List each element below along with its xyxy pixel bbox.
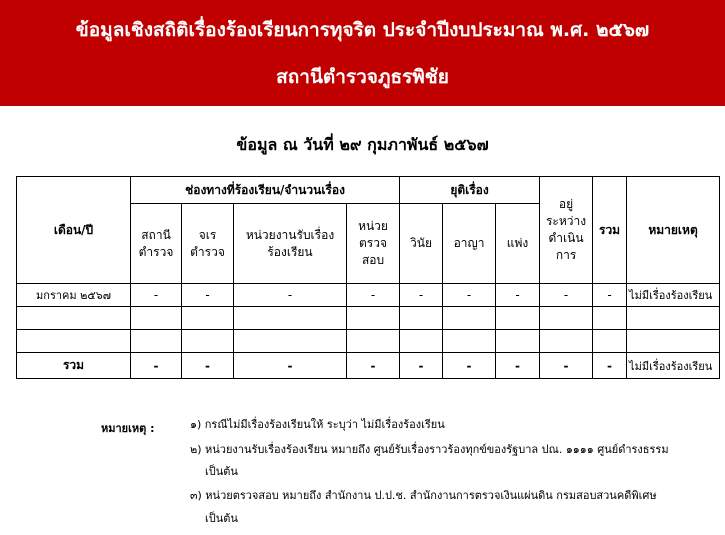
header-month: เดือน/ปี	[17, 177, 131, 284]
cell-police-station	[131, 307, 182, 330]
cell-police-station	[131, 330, 182, 353]
cell-criminal: -	[443, 284, 496, 307]
cell-criminal	[443, 330, 496, 353]
header-police-station: สถานี ตำรวจ	[131, 204, 182, 284]
table-row	[17, 307, 720, 330]
total-discipline: -	[400, 353, 443, 379]
total-pending: -	[540, 353, 593, 379]
header-discipline: วินัย	[400, 204, 443, 284]
note-item-1: ๑) กรณีไม่มีเรื่องร้องเรียนให้ ระบุว่า ไม่มีเรื่องร้องเรียน	[190, 418, 445, 431]
total-police-inspector: -	[182, 353, 234, 379]
note-item-3: ๓) หน่วยตรวจสอบ หมายถึง สำนักงาน ป.ป.ช. สำนักงานการตรวจเงินแผ่นดิน กรมสอบสวนคดีพิเศษ	[190, 489, 657, 502]
cell-audit-unit: -	[347, 284, 400, 307]
notes-label: หมายเหตุ :	[101, 422, 155, 435]
total-police-station: -	[131, 353, 182, 379]
station-name: สถานีตำรวจภูธรพิชัย	[276, 66, 449, 88]
header-audit-unit: หน่วย ตรวจ สอบ	[347, 204, 400, 284]
cell-remark	[627, 330, 720, 353]
page-title: ข้อมูลเชิงสถิติเรื่องร้องเรียนการทุจริต ประจำปีงบประมาณ พ.ศ. ๒๕๖๗	[75, 19, 650, 41]
cell-civil	[496, 330, 540, 353]
header-banner	[0, 0, 725, 106]
data-date-subtitle: ข้อมูล ณ วันที่ ๒๙ กุมภาพันธ์ ๒๕๖๗	[236, 135, 489, 154]
cell-audit-unit	[347, 307, 400, 330]
row-month	[17, 307, 131, 330]
row-month: มกราคม ๒๕๖๗	[17, 284, 131, 307]
cell-police-inspector	[182, 330, 234, 353]
note-item-3-continued: เป็นต้น	[205, 512, 238, 525]
table-row	[17, 284, 720, 307]
header-criminal: อาญา	[443, 204, 496, 284]
total-label: รวม	[17, 353, 131, 379]
total-remark: ไม่มีเรื่องร้องเรียน	[627, 353, 720, 379]
header-civil: แพ่ง	[496, 204, 540, 284]
cell-police-inspector	[182, 307, 234, 330]
note-item-2-continued: เป็นต้น	[205, 465, 238, 478]
cell-pending: -	[540, 284, 593, 307]
total-row	[17, 353, 720, 379]
cell-discipline	[400, 307, 443, 330]
total-receiving-agency: -	[234, 353, 347, 379]
cell-total: -	[593, 284, 627, 307]
cell-pending	[540, 330, 593, 353]
complaint-stats-table	[16, 176, 720, 379]
cell-total	[593, 330, 627, 353]
cell-civil: -	[496, 284, 540, 307]
cell-pending	[540, 307, 593, 330]
cell-criminal	[443, 307, 496, 330]
cell-civil	[496, 307, 540, 330]
cell-discipline: -	[400, 284, 443, 307]
header-remark: หมายเหตุ	[627, 177, 720, 284]
cell-remark: ไม่มีเรื่องร้องเรียน	[627, 284, 720, 307]
cell-remark	[627, 307, 720, 330]
total-civil: -	[496, 353, 540, 379]
header-ended-group: ยุติเรื่อง	[400, 177, 540, 204]
header-total: รวม	[593, 177, 627, 284]
cell-discipline	[400, 330, 443, 353]
note-item-2: ๒) หน่วยงานรับเรื่องร้องเรียน หมายถึง ศูนย์รับเรื่องราวร้องทุกข์ของรัฐบาล ปณ. ๑๑๑๑ ศูนย์ดำรงธรรม	[190, 443, 669, 456]
cell-receiving-agency: -	[234, 284, 347, 307]
cell-police-inspector: -	[182, 284, 234, 307]
header-receiving-agency: หน่วยงานรับเรื่อง ร้องเรียน	[234, 204, 347, 284]
total-total: -	[593, 353, 627, 379]
cell-receiving-agency	[234, 307, 347, 330]
total-criminal: -	[443, 353, 496, 379]
header-channels-group: ช่องทางที่ร้องเรียน/จำนวนเรื่อง	[131, 177, 400, 204]
table-row	[17, 330, 720, 353]
cell-police-station: -	[131, 284, 182, 307]
cell-audit-unit	[347, 330, 400, 353]
row-month	[17, 330, 131, 353]
cell-total	[593, 307, 627, 330]
total-audit-unit: -	[347, 353, 400, 379]
cell-receiving-agency	[234, 330, 347, 353]
header-police-inspector: จเร ตำรวจ	[182, 204, 234, 284]
header-pending: อยู่ ระหว่าง ดำเนิน การ	[540, 177, 593, 284]
